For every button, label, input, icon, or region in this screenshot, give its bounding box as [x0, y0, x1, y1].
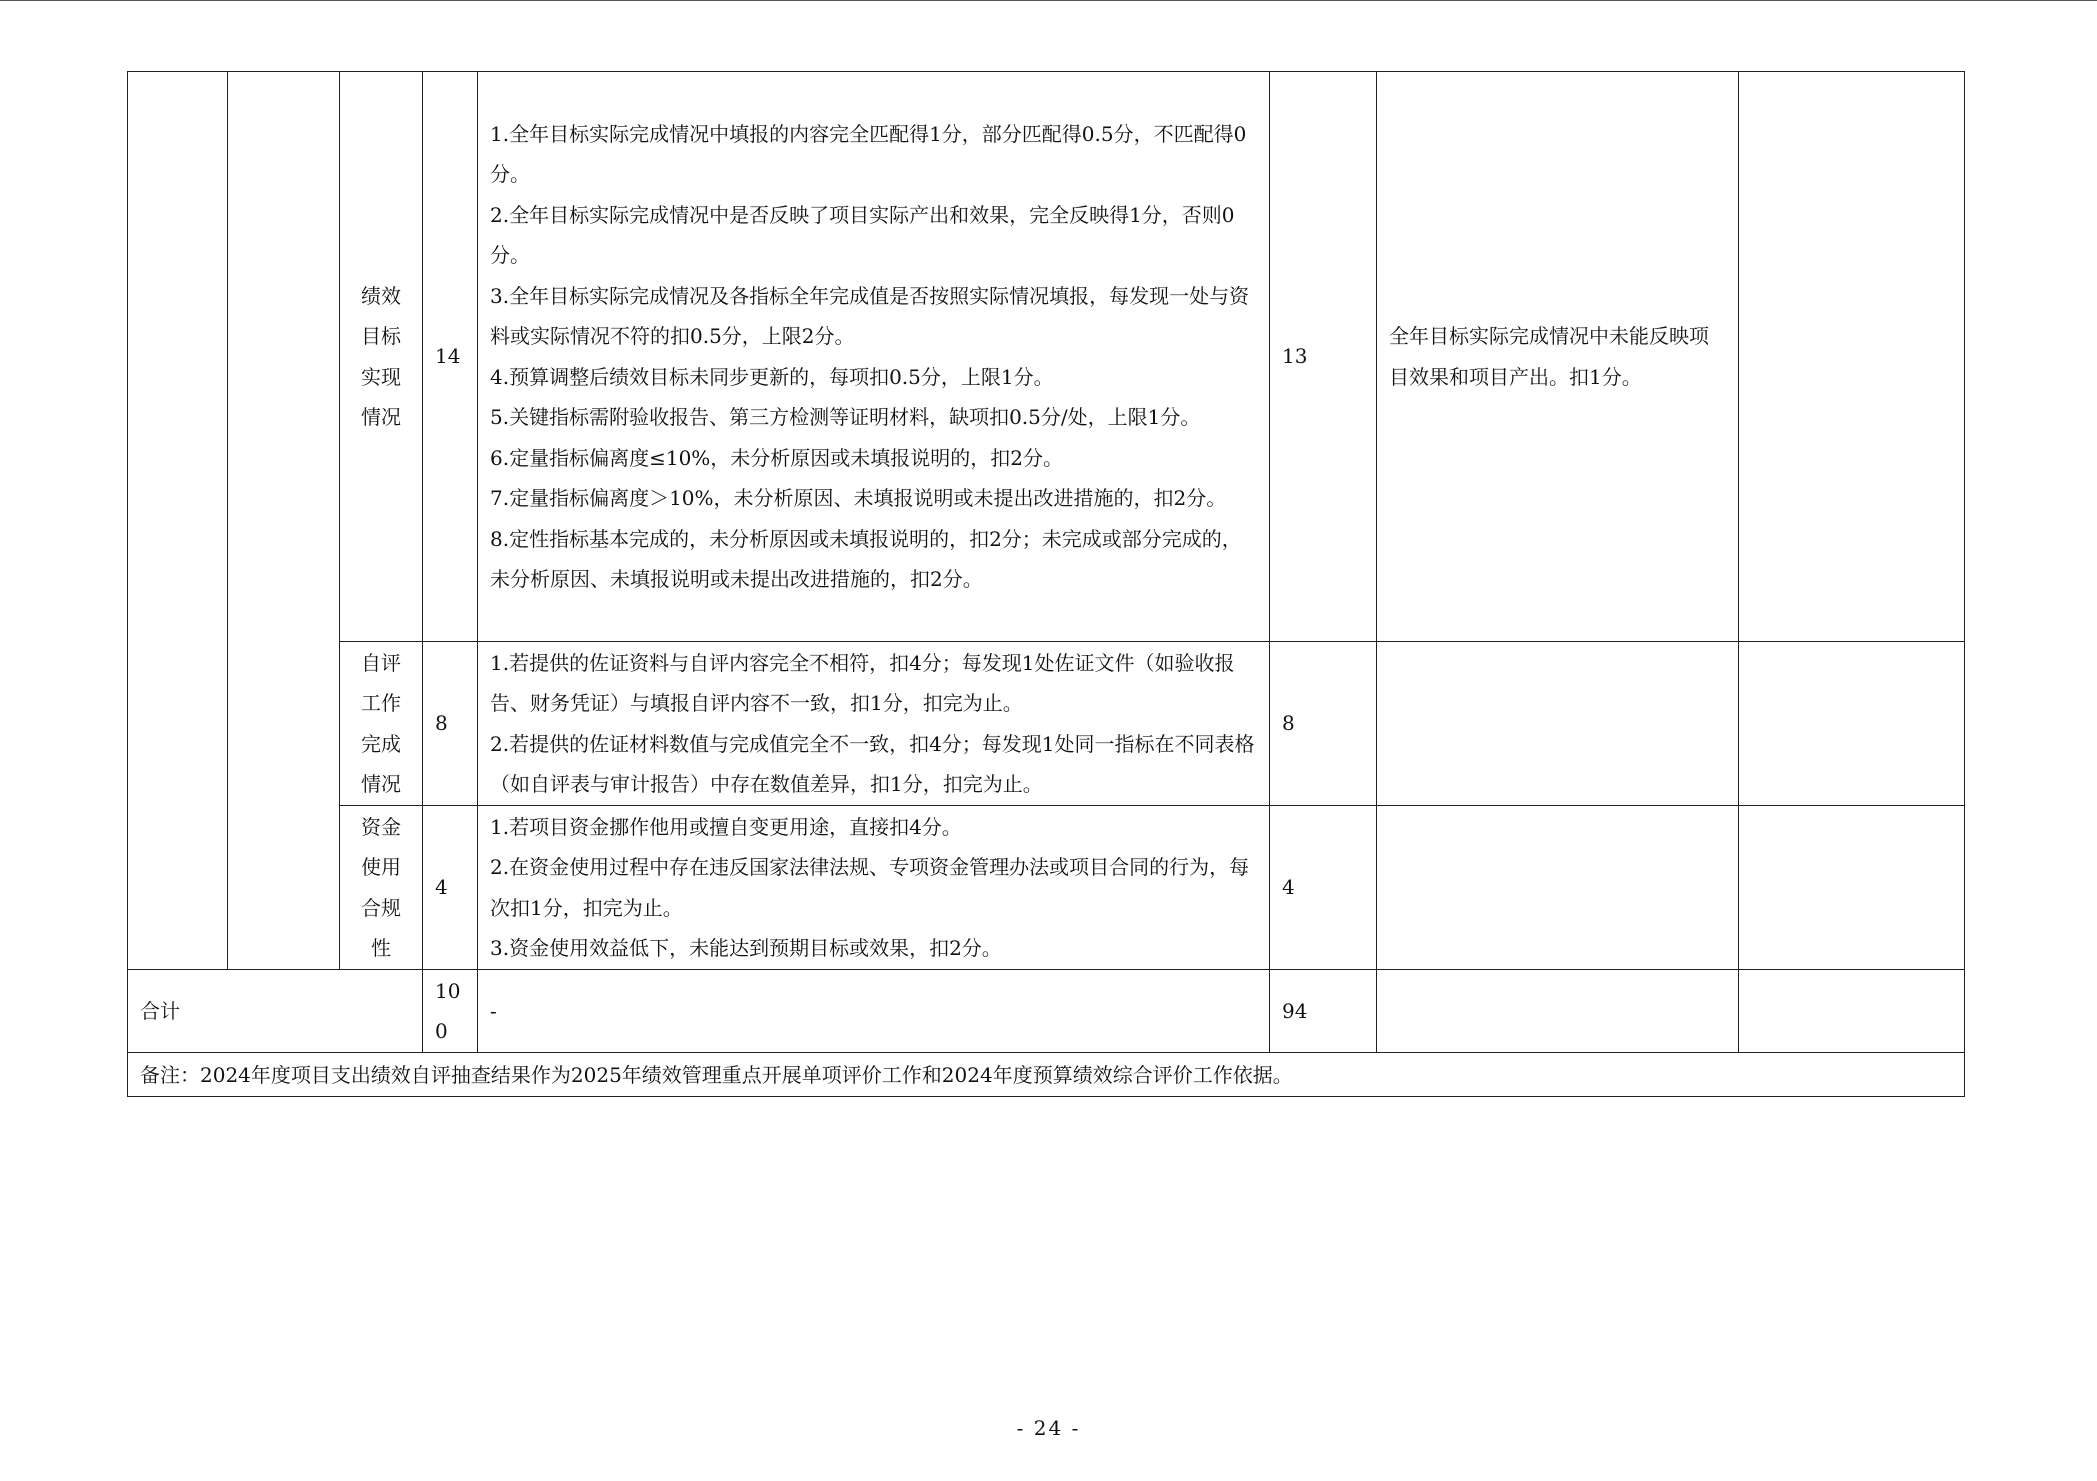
criteria-item: 1.若提供的佐证资料与自评内容完全不相符，扣4分；每发现1处佐证文件（如验收报告、财务凭证）与填报自评内容不一致，扣1分，扣完为止。 [490, 650, 1235, 715]
extra-cell [1739, 642, 1965, 806]
total-weight-cell: 100 [423, 970, 478, 1053]
deduction-reason-cell [1377, 806, 1739, 970]
subcategory-cell [228, 72, 340, 970]
total-awarded-cell: 94 [1270, 970, 1377, 1053]
criteria-item: 2.若提供的佐证材料数值与完成值完全不一致，扣4分；每发现1处同一指标在不同表格（如自评表与审计报告）中存在数值差异，扣1分，扣完为止。 [490, 731, 1255, 796]
extra-cell [1739, 806, 1965, 970]
extra-cell [1739, 72, 1965, 642]
criteria-item: 5.关键指标需附验收报告、第三方检测等证明材料，缺项扣0.5分/处，上限1分。 [490, 405, 1201, 429]
indicator-cell: 自评工作完成情况 [340, 642, 423, 806]
total-row [128, 970, 1965, 1053]
awarded-score-cell: 8 [1270, 642, 1377, 806]
criteria-item: 7.定量指标偏离度＞10%，未分析原因、未填报说明或未提出改进措施的，扣2分。 [490, 486, 1227, 510]
awarded-score-cell: 13 [1270, 72, 1377, 642]
awarded-score-cell: 4 [1270, 806, 1377, 970]
criteria-item: 2.全年目标实际完成情况中是否反映了项目实际产出和效果，完全反映得1分，否则0分。 [490, 202, 1235, 267]
criteria-item: 1.若项目资金挪作他用或擅自变更用途，直接扣4分。 [490, 814, 962, 839]
criteria-cell [478, 72, 1270, 642]
evaluation-table-container [127, 71, 1965, 1097]
total-label-cell: 合计 [128, 970, 423, 1053]
table-row [128, 806, 1965, 970]
criteria-cell [478, 806, 1270, 970]
deduction-reason-cell: 全年目标实际完成情况中未能反映项目效果和项目产出。扣1分。 [1377, 72, 1739, 642]
criteria-item: 4.预算调整后绩效目标未同步更新的，每项扣0.5分，上限1分。 [490, 364, 1054, 389]
total-extra-cell [1739, 970, 1965, 1053]
total-criteria-cell: - [478, 970, 1270, 1053]
indicator-cell: 资金使用合规性 [340, 806, 423, 970]
criteria-item: 6.定量指标偏离度≤10%，未分析原因或未填报说明的，扣2分。 [490, 445, 1064, 470]
criteria-item: 3.资金使用效益低下，未能达到预期目标或效果，扣2分。 [490, 936, 1002, 960]
page-number: - 24 - [1016, 1416, 1081, 1440]
weight-cell: 8 [423, 642, 478, 806]
weight-cell: 4 [423, 806, 478, 970]
page-top-rule [0, 0, 2097, 1]
deduction-reason-cell [1377, 642, 1739, 806]
total-reason-cell [1377, 970, 1739, 1053]
note-cell: 备注：2024年度项目支出绩效自评抽查结果作为2025年绩效管理重点开展单项评价工作和2024年度预算绩效综合评价工作依据。 [128, 1053, 1965, 1097]
weight-cell: 14 [423, 72, 478, 642]
criteria-cell [478, 642, 1270, 806]
criteria-item: 1.全年目标实际完成情况中填报的内容完全匹配得1分，部分匹配得0.5分，不匹配得0分。 [490, 121, 1247, 186]
table-row [128, 642, 1965, 806]
criteria-item: 3.全年目标实际完成情况及各指标全年完成值是否按照实际情况填报，每发现一处与资料或实际情况不符的扣0.5分，上限2分。 [490, 283, 1250, 348]
criteria-item: 8.定性指标基本完成的，未分析原因或未填报说明的，扣2分；未完成或部分完成的，未分析原因、未填报说明或未提出改进措施的，扣2分。 [490, 526, 1242, 591]
criteria-item: 2.在资金使用过程中存在违反国家法律法规、专项资金管理办法或项目合同的行为，每次扣1分，扣完为止。 [490, 855, 1250, 920]
category-cell [128, 72, 228, 970]
note-row [128, 1053, 1965, 1097]
evaluation-table [127, 71, 1965, 1097]
table-row [128, 72, 1965, 642]
indicator-cell: 绩效目标实现情况 [340, 72, 423, 642]
